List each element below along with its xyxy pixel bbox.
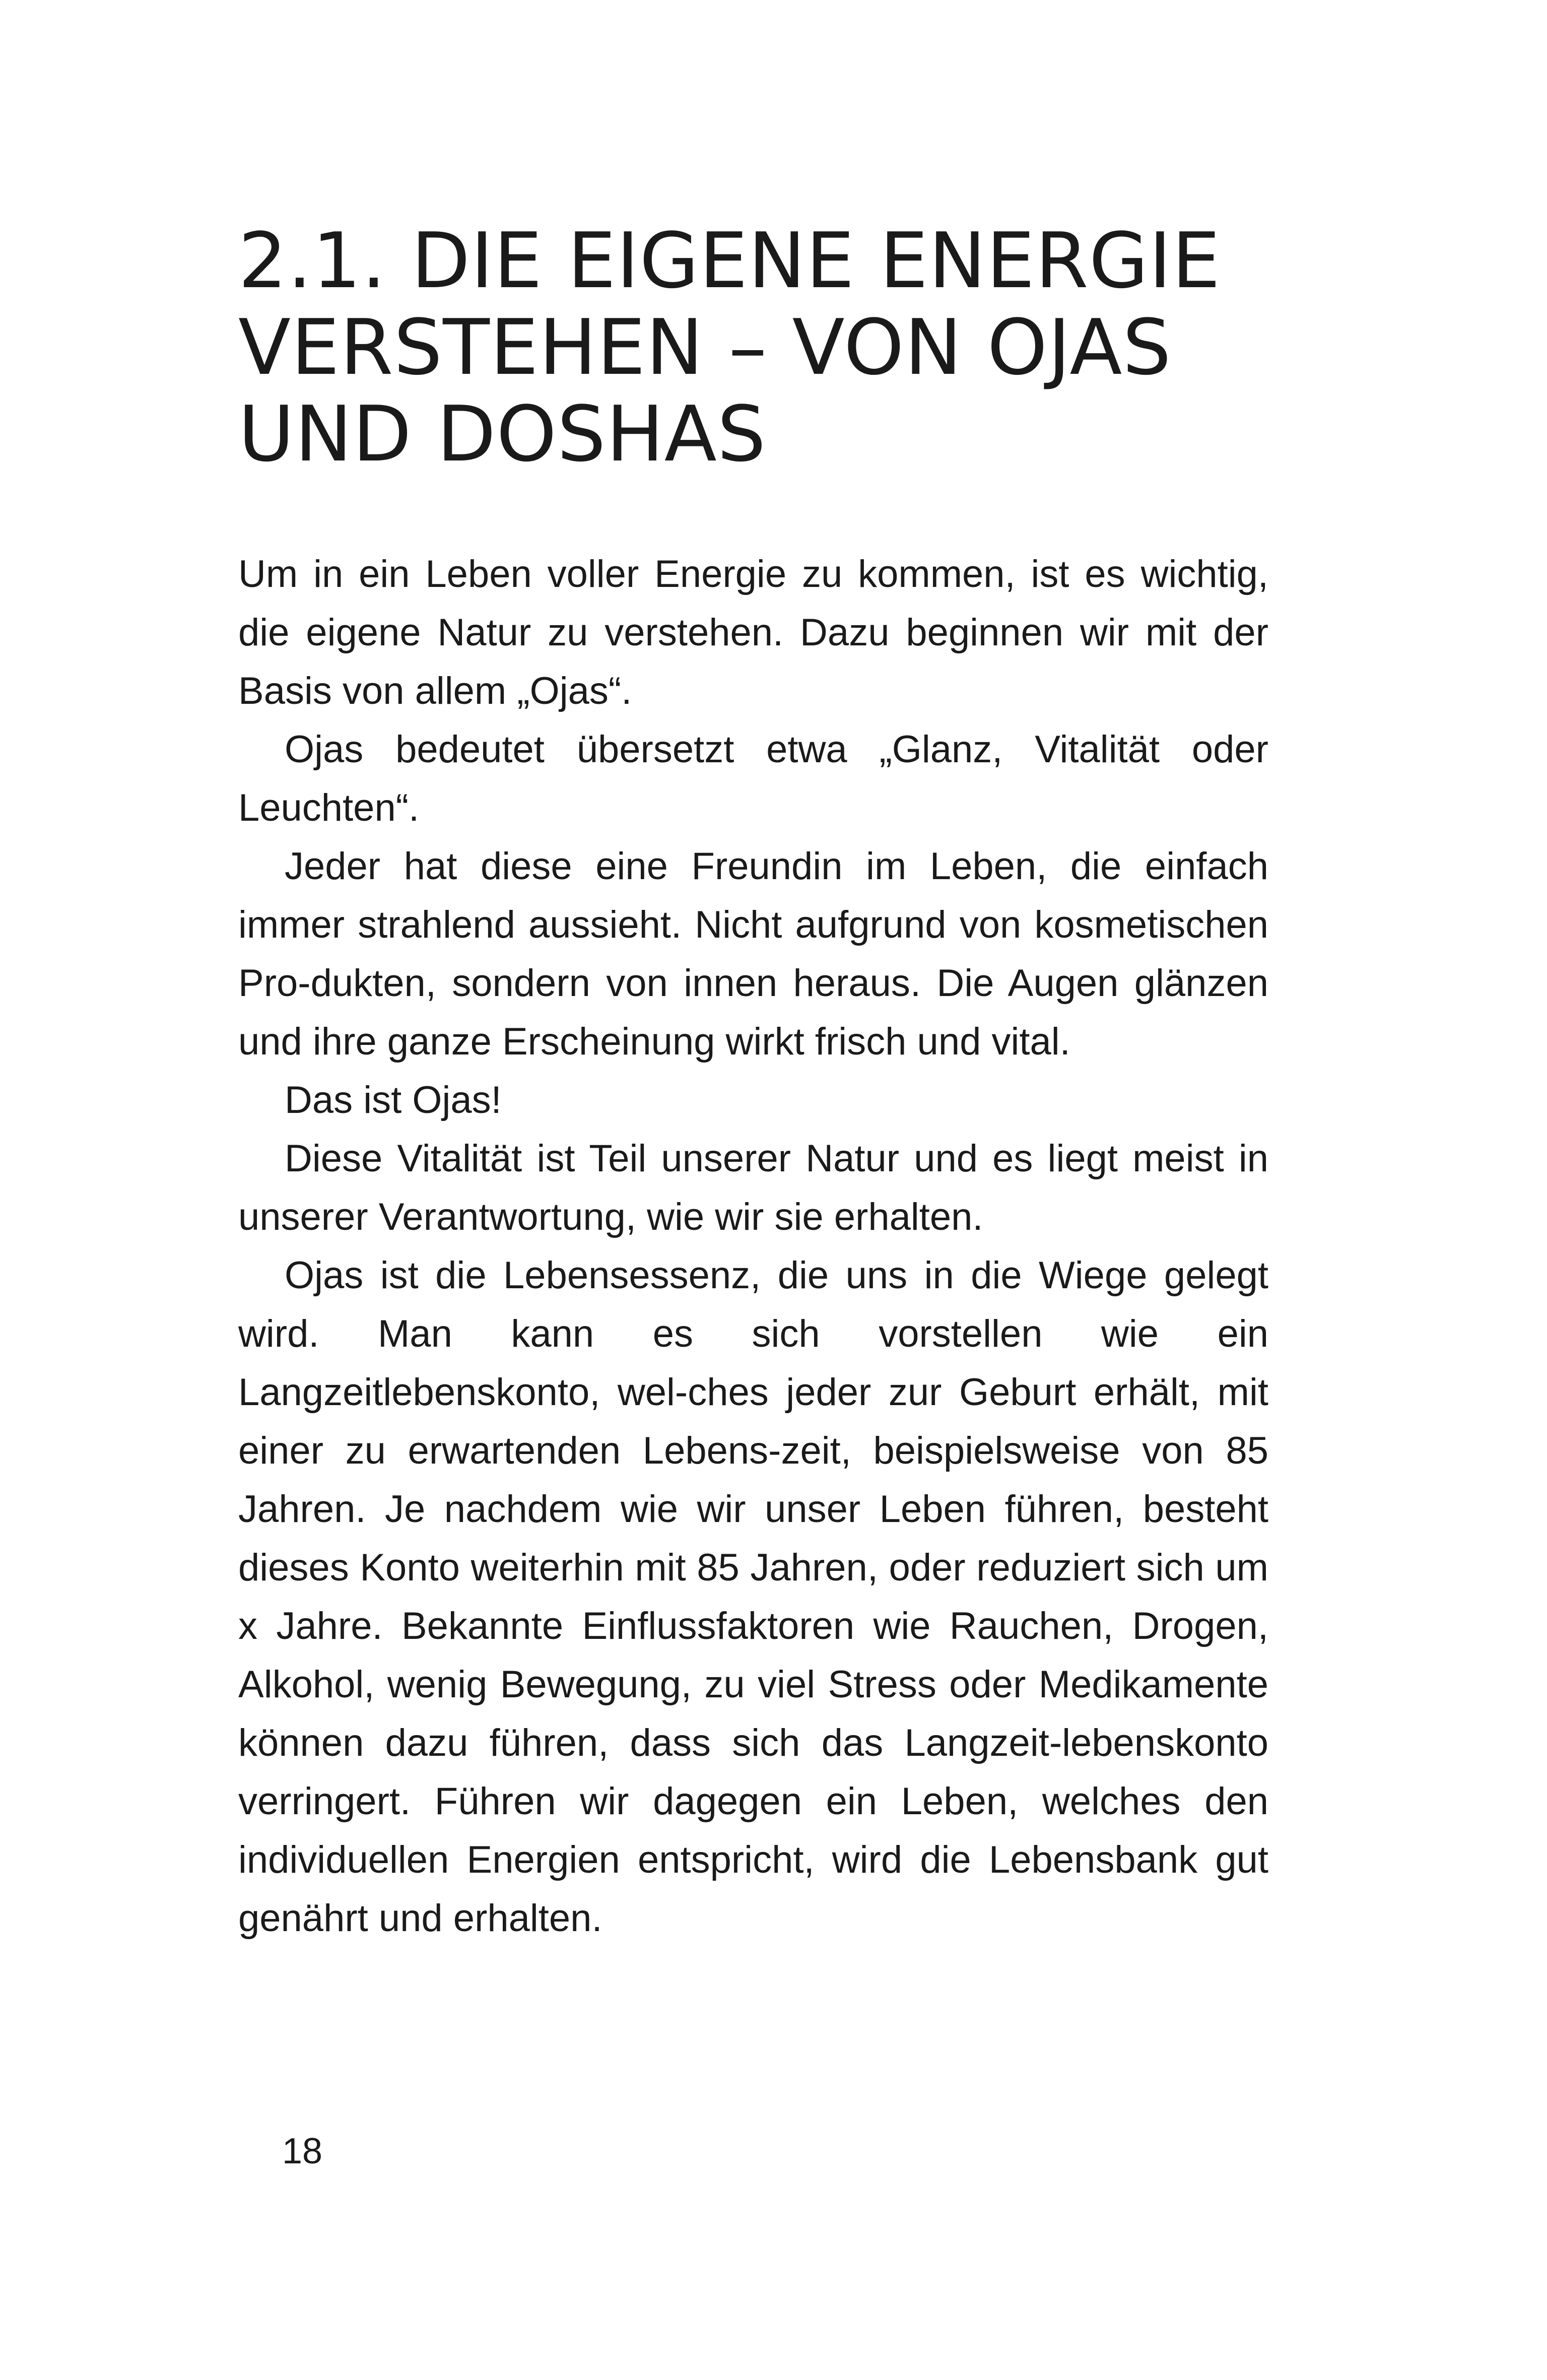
paragraph-6: Ojas ist die Lebensessenz, die uns in die Wiege gelegt wird. Man kann es sich vorstellen wie ein Langzeitlebenskonto, wel-ches jeder zur Geburt erhält, mit einer zu erwartenden Lebens-zeit, beispielsweise von 85 Jahren. Je nachdem wie wir unser Leben führen, besteht dieses Konto weiterhin mit 85 Jahren, oder reduziert sich um x Jahre. Bekannte Einflussfaktoren wie Rauchen, Drogen, Alkohol, wenig Bewegung, zu viel Stress oder Medikamente können dazu führen, dass sich das Langzeit-lebenskonto verringert. Führen wir dagegen ein Leben, welches den individuellen Energien entspricht, wird die Lebensbank gut genährt und erhalten. <box>238 1254 1268 1940</box>
chapter-heading-line-2: VERSTEHEN – VON OJAS <box>238 303 1172 392</box>
paragraph-2: Ojas bedeutet übersetzt etwa „Glanz, Vitalität oder Leuchten“. <box>238 728 1268 829</box>
paragraph-1: Um in ein Leben voller Energie zu kommen, ist es wichtig, die eigene Natur zu verstehen. Dazu beginnen wir mit der Basis von allem „Ojas“. <box>238 553 1268 712</box>
paragraph-4: Das ist Ojas! <box>285 1079 502 1121</box>
body-text <box>238 545 1268 1948</box>
paragraph-5: Diese Vitalität ist Teil unserer Natur und es liegt meist in unserer Verantwortung, wie wir sie erhalten. <box>238 1137 1268 1238</box>
chapter-heading-line-1: 2.1. DIE EIGENE ENERGIE <box>238 216 1221 305</box>
page-number: 18 <box>282 2131 323 2171</box>
chapter-heading <box>238 218 1296 478</box>
chapter-heading-line-3: UND DOSHAS <box>238 389 767 479</box>
paragraph-3: Jeder hat diese eine Freundin im Leben, die einfach immer strahlend aussieht. Nicht aufgrund von kosmetischen Pro-dukten, sondern von innen heraus. Die Augen glänzen und ihre ganze Erscheinung wirkt frisch und vital. <box>238 845 1268 1063</box>
